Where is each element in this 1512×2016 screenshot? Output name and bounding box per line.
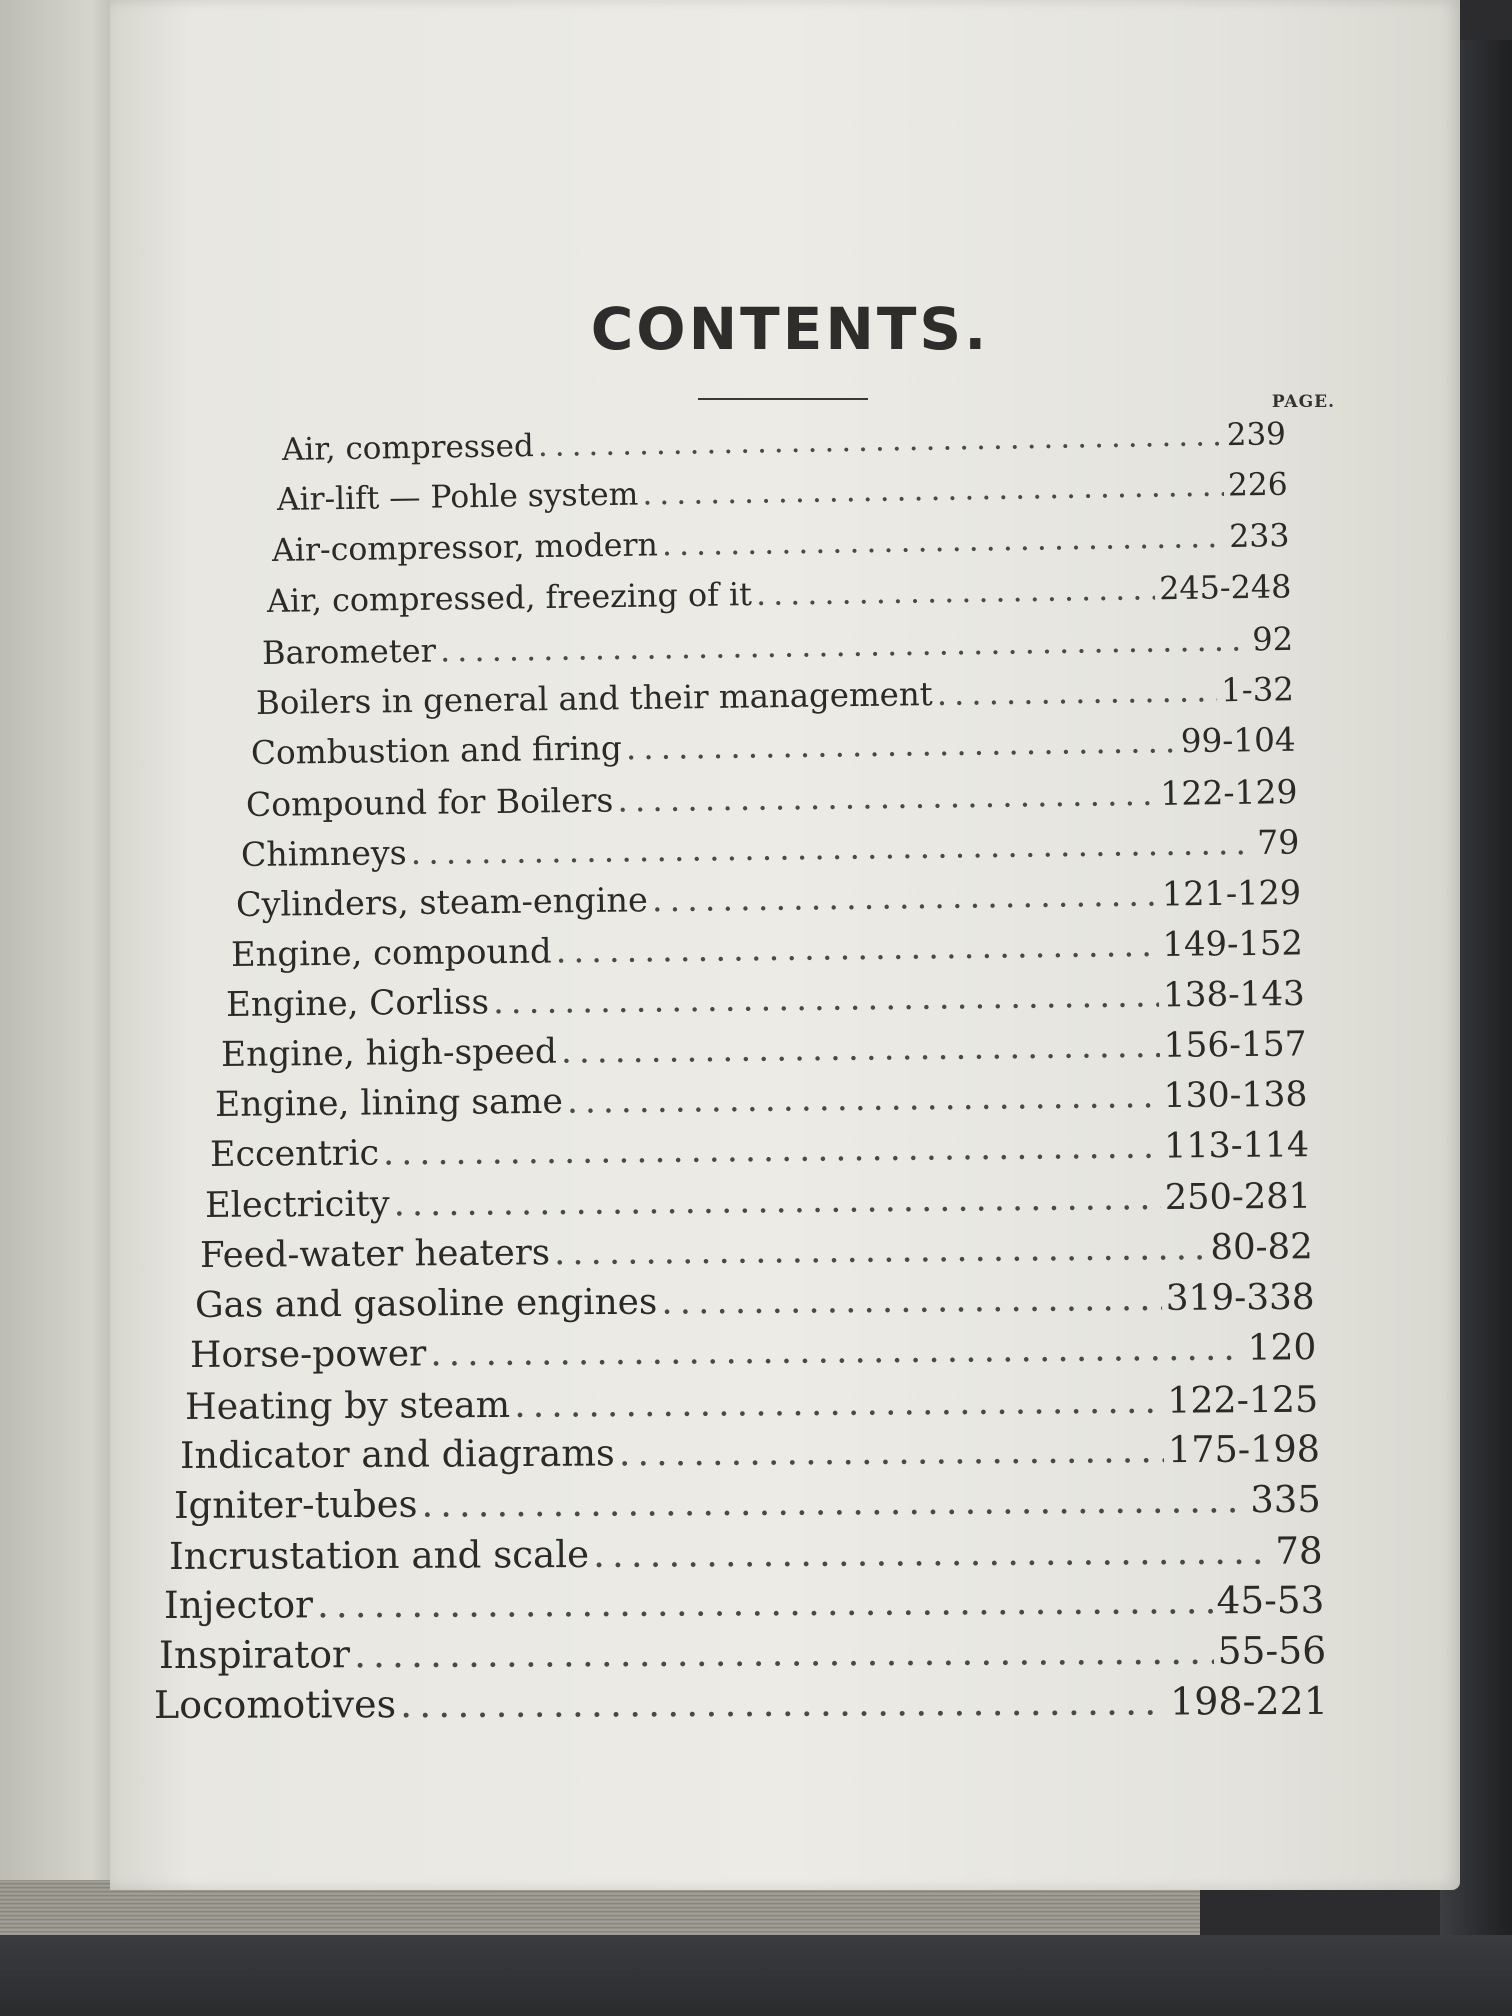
toc-leader-dots (652, 874, 1159, 919)
toc-entry-page: 1-32 (1221, 670, 1295, 710)
toc-entry (195, 1277, 1315, 1326)
toc-leader-dots (618, 1428, 1163, 1474)
toc-entry-page: 239 (1226, 416, 1287, 454)
toc-entry (246, 772, 1298, 824)
toc-entry-title: Compound for Boilers (245, 780, 614, 824)
toc-entry-title: Barometer (261, 631, 436, 672)
toc-entry (169, 1528, 1323, 1578)
toc-entry-title: Boilers in general and their management (256, 675, 934, 723)
page-column-label: PAGE. (1271, 392, 1335, 412)
toc-leader-dots (661, 519, 1225, 563)
toc-leader-dots (383, 1127, 1160, 1174)
toc-leader-dots (554, 1227, 1207, 1273)
toc-entry-page: 149-152 (1162, 923, 1303, 964)
toc-leader-dots (617, 773, 1157, 819)
toc-entry-page: 250-281 (1164, 1175, 1312, 1219)
toc-entry (236, 873, 1302, 924)
toc-entry-page: 122-129 (1160, 771, 1298, 813)
toc-entry-page: 99-104 (1180, 720, 1297, 761)
toc-entry-title: Locomotives (153, 1681, 397, 1727)
toc-entry-page: 45-53 (1216, 1578, 1325, 1623)
toc-leader-dots (567, 1076, 1160, 1122)
toc-entry (174, 1478, 1321, 1527)
toc-entry (179, 1428, 1319, 1478)
toc-entry (261, 619, 1293, 671)
toc-entry (277, 467, 1288, 518)
toc-entry-page: 78 (1275, 1528, 1324, 1573)
toc-entry-title: Air, compressed (281, 428, 535, 468)
toc-entry-title: Indicator and diagrams (179, 1431, 615, 1478)
toc-entry-page: 121-129 (1161, 872, 1302, 914)
toc-entry (164, 1578, 1325, 1627)
toc-entry (271, 518, 1289, 569)
toc-entry (215, 1075, 1308, 1125)
toc-entry-title: Air-compressor, modern (271, 527, 658, 569)
toc-entry (225, 974, 1304, 1025)
toc-entry-page: 175-198 (1167, 1427, 1320, 1472)
toc-entry-title: Igniter-tubes (174, 1482, 419, 1528)
contents-list (150, 416, 1350, 1727)
toc-entry-title: Engine, lining same (215, 1081, 564, 1126)
toc-entry-title: Incrustation and scale (169, 1531, 590, 1578)
toc-entry-title: Horse-power (189, 1333, 427, 1376)
toc-entry (241, 822, 1300, 874)
toc-leader-dots (937, 671, 1218, 713)
toc-entry-page: 156-157 (1162, 1024, 1307, 1067)
toc-entry-title: Combustion and firing (251, 729, 623, 773)
toc-entry-page: 245-248 (1158, 568, 1292, 608)
toc-entry-title: Electricity (205, 1183, 391, 1227)
toc-entry-page: 319-338 (1165, 1276, 1315, 1319)
toc-entry-title: Heating by steam (184, 1382, 511, 1428)
toc-entry-title: Inspirator (159, 1632, 351, 1677)
toc-entry (200, 1226, 1313, 1276)
toc-entry-title: Cylinders, steam-engine (235, 880, 648, 924)
toc-entry (210, 1125, 1310, 1175)
toc-leader-dots (410, 823, 1253, 872)
toc-entry-page: 120 (1247, 1326, 1317, 1369)
toc-leader-dots (394, 1177, 1161, 1224)
toc-entry-title: Air, compressed, freezing of it (266, 576, 752, 621)
toc-entry-title: Air-lift — Pohle system (276, 476, 639, 519)
toc-leader-dots (626, 723, 1177, 768)
book-cover-bottom (0, 1935, 1512, 2016)
toc-entry-page: 198-221 (1170, 1678, 1329, 1723)
title-rule (698, 398, 868, 400)
toc-entry (190, 1327, 1317, 1376)
toc-entry-page: 122-125 (1166, 1377, 1319, 1422)
toc-entry-title: Injector (164, 1582, 314, 1628)
toc-entry-title: Eccentric (210, 1133, 380, 1176)
toc-entry-title: Engine, compound (230, 931, 552, 975)
toc-entry-page: 335 (1250, 1477, 1322, 1522)
toc-entry-page: 138-143 (1162, 974, 1305, 1016)
toc-entry (154, 1678, 1328, 1726)
toc-entry (205, 1176, 1311, 1226)
toc-leader-dots (430, 1327, 1244, 1374)
toc-leader-dots (593, 1528, 1271, 1575)
toc-leader-dots (661, 1278, 1162, 1323)
toc-entry (266, 569, 1291, 621)
toc-leader-dots (400, 1679, 1166, 1726)
toc-leader-dots (755, 571, 1155, 614)
toc-leader-dots (492, 976, 1159, 1023)
toc-entry (231, 923, 1303, 974)
toc-leader-dots (514, 1378, 1163, 1425)
toc-entry (185, 1377, 1318, 1427)
toc-entry-page: 80-82 (1210, 1226, 1314, 1269)
toc-leader-dots (560, 1026, 1159, 1072)
toc-leader-dots (642, 468, 1224, 513)
toc-leader-dots (317, 1579, 1213, 1627)
toc-entry-title: Gas and gasoline engines (194, 1281, 658, 1326)
toc-leader-dots (354, 1629, 1214, 1676)
toc-leader-dots (439, 620, 1248, 669)
toc-entry-page: 92 (1251, 619, 1293, 659)
toc-entry (251, 721, 1296, 772)
toc-entry (159, 1628, 1326, 1677)
toc-entry-title: Feed-water heaters (199, 1232, 551, 1277)
page-title: CONTENTS. (590, 295, 990, 363)
toc-entry-page: 55-56 (1217, 1628, 1327, 1673)
toc-leader-dots (422, 1478, 1247, 1525)
toc-entry-title: Engine, high-speed (220, 1031, 557, 1076)
toc-entry (220, 1025, 1306, 1076)
toc-entry (256, 670, 1294, 722)
toc-leader-dots (555, 925, 1158, 971)
toc-entry-page: 226 (1227, 467, 1288, 505)
toc-entry-title: Chimneys (240, 832, 407, 874)
toc-entry-page: 130-138 (1163, 1074, 1308, 1117)
toc-entry-page: 233 (1228, 518, 1290, 555)
toc-entry-page: 113-114 (1164, 1125, 1310, 1167)
toc-entry-title: Engine, Corliss (225, 982, 489, 1026)
toc-entry-page: 79 (1256, 822, 1300, 862)
